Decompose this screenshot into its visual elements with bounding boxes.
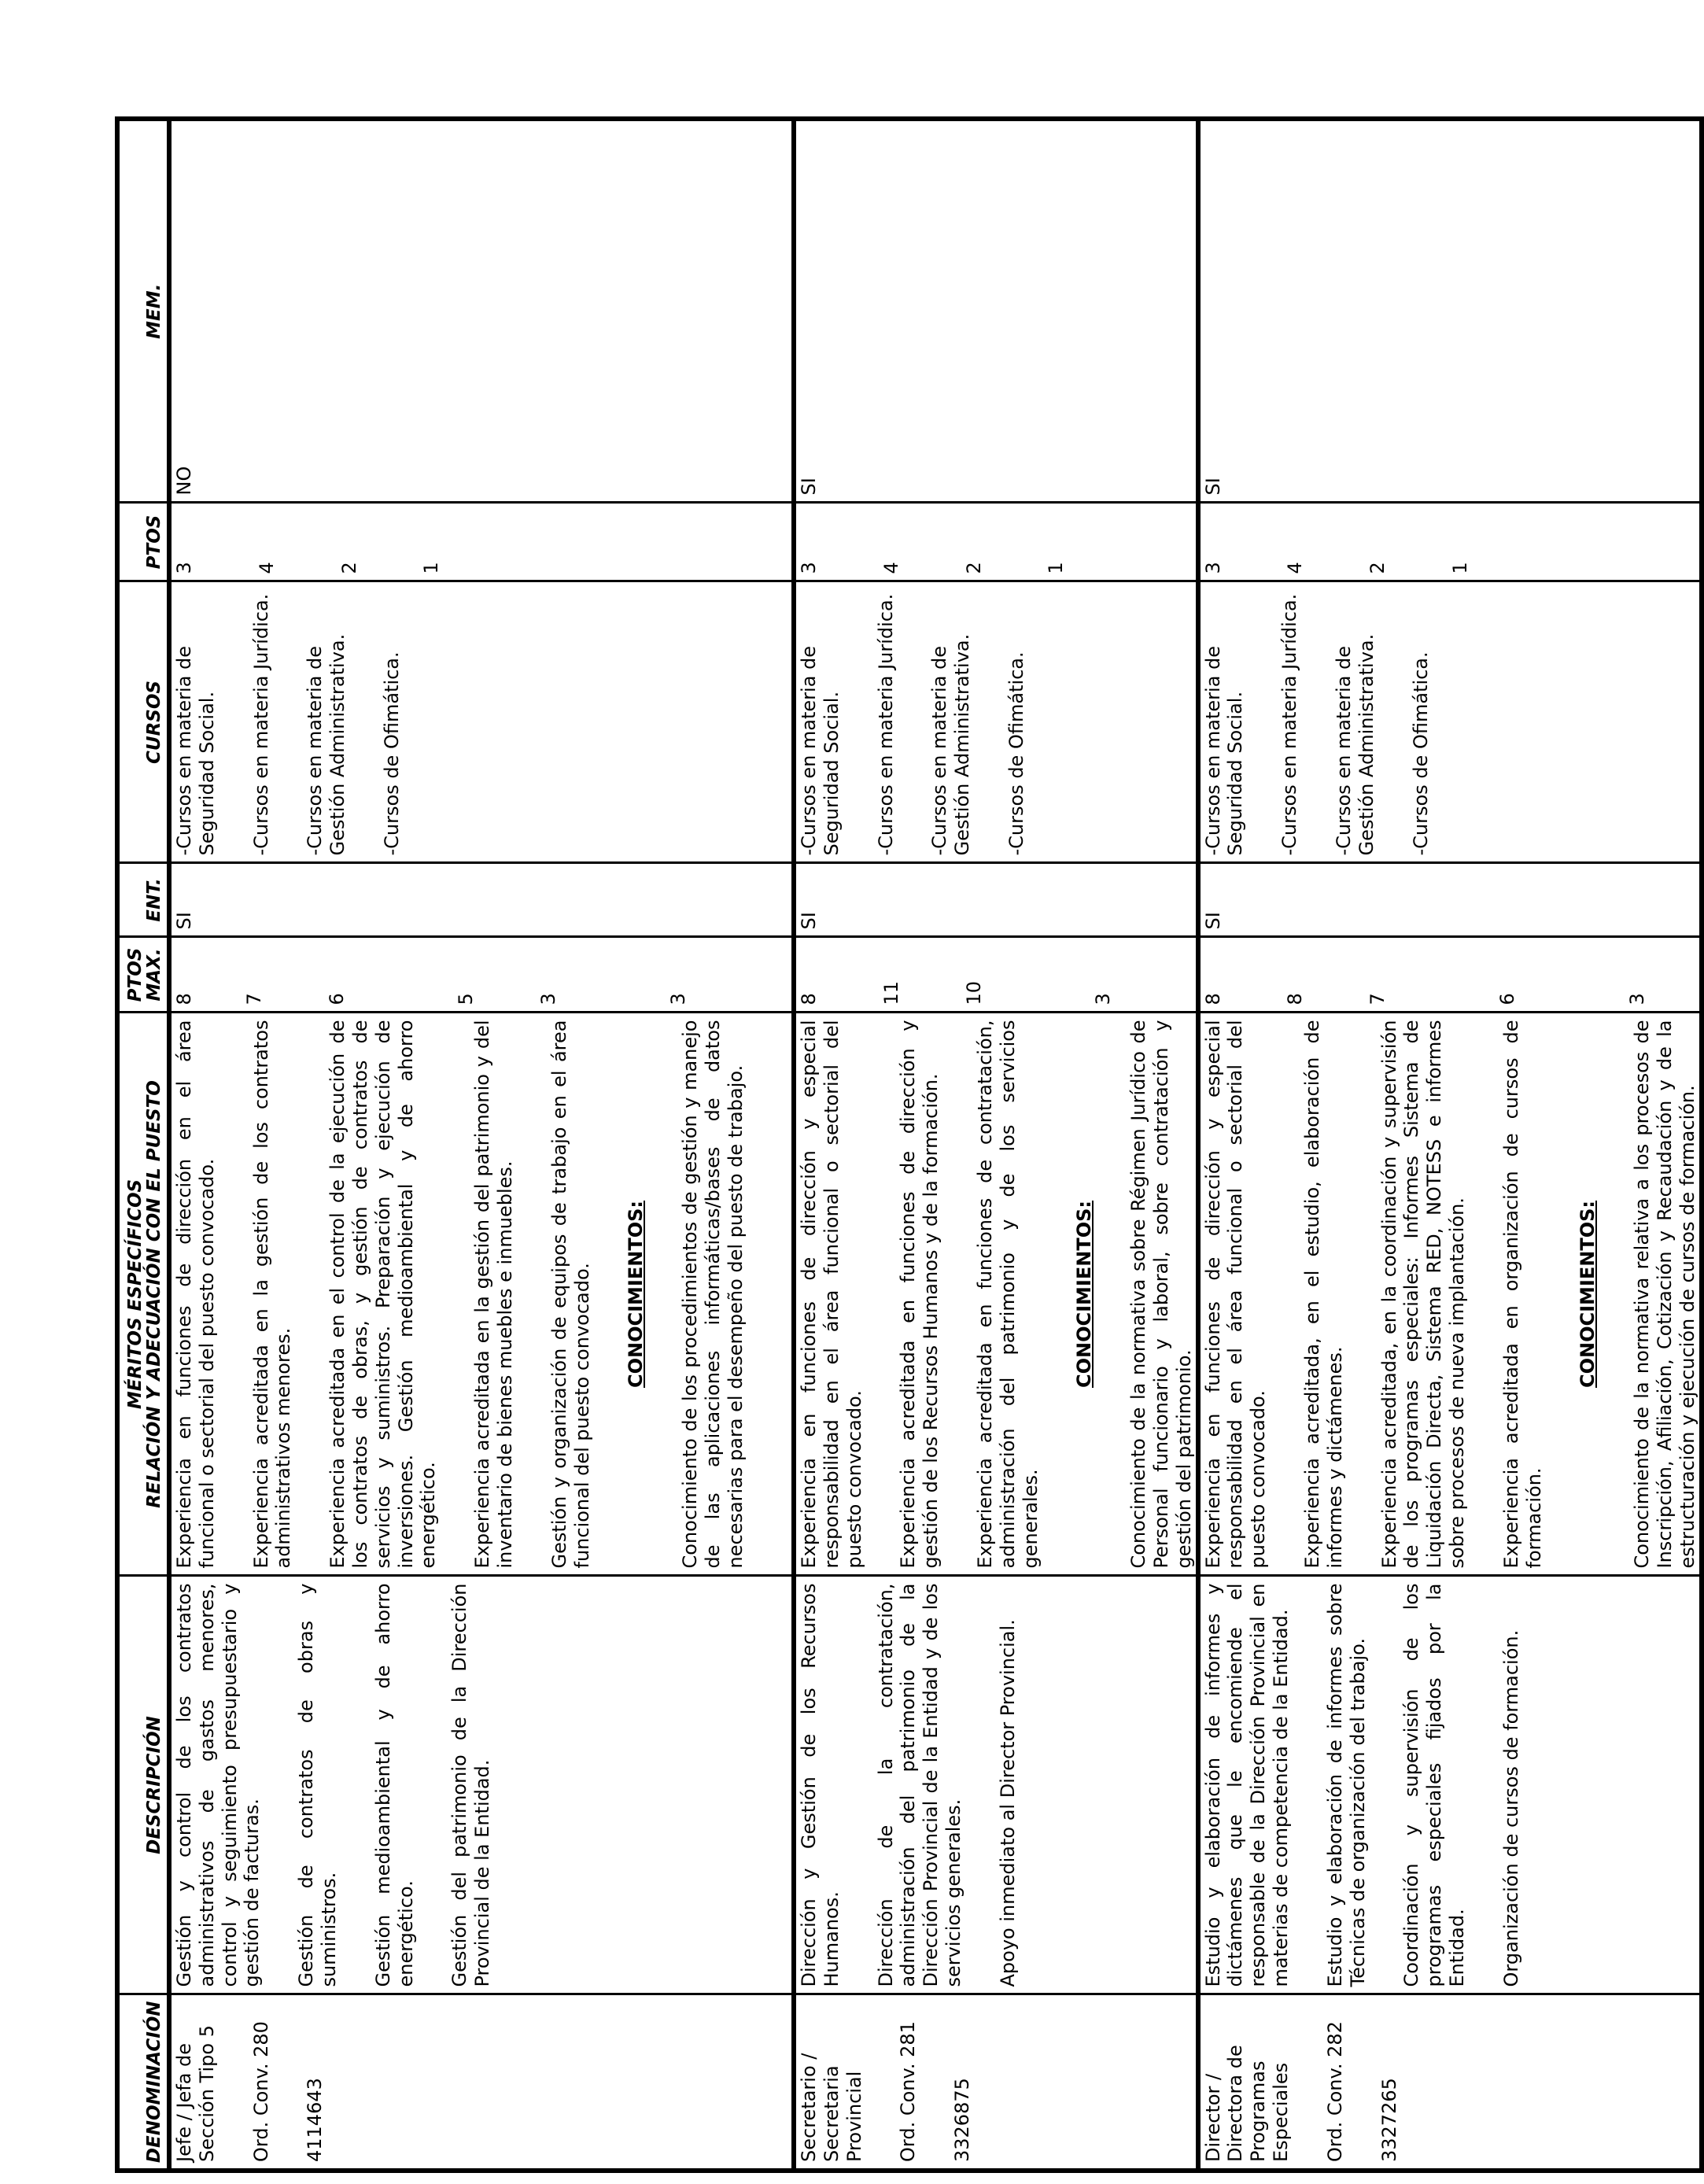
header-mem: MEM.	[117, 119, 169, 503]
ptos-max-value: 8	[173, 993, 195, 1005]
ptos-max-value: 8	[1201, 993, 1224, 1005]
codigo-puesto: 4114643	[304, 2078, 326, 2162]
ptos-cell	[1198, 503, 1702, 581]
merito-item: Experiencia acreditada en funciones de dirección y gestión de los Recursos Humanos y de la formación.	[897, 1020, 942, 1569]
merito-item: Gestión y organización de equipos de trabajo en el área funcional del puesto convocado.	[548, 1020, 593, 1569]
table-row	[169, 119, 794, 2171]
ptos-max-value: 8	[1284, 993, 1307, 1005]
merito-item: Experiencia acreditada en el control de la ejecución de los contratos de obras, y gestión de contratos de servicios y suministros. Preparación y ejecución de inversiones. Gestión medioambiental y de ahorro energético.	[326, 1020, 440, 1569]
curso-item: -Cursos de Ofimática.	[1409, 651, 1432, 856]
curso-item: -Cursos en materia de Seguridad Social.	[1201, 645, 1247, 856]
ptos-max-cell	[794, 937, 1198, 1013]
ptos-max-value: 6	[325, 993, 348, 1005]
ent-cell: SI	[1198, 863, 1702, 937]
denominacion: Director / Directora de Programas Especiales	[1201, 2045, 1292, 2162]
header-ptos-max	[117, 937, 169, 1013]
ptos-value: 1	[1448, 562, 1471, 574]
ptos-value: 3	[1201, 562, 1224, 574]
mem-cell: SI	[794, 119, 1198, 503]
header-meritos-line2: RELACIÓN Y ADECUACIÓN CON EL PUESTO	[143, 1080, 164, 1508]
ptos-max-value: 10	[962, 980, 985, 1005]
mem-cell: SI	[1198, 119, 1702, 503]
merito-item: Experiencia acreditada en la gestión de los contratos administrativos menores.	[249, 1020, 295, 1569]
descripcion-item: Gestión del patrimonio de la Dirección Provincial de la Entidad.	[448, 1583, 494, 1987]
ptos-max-value: 8	[798, 993, 820, 1005]
curso-item: -Cursos de Ofimática.	[380, 651, 403, 856]
denominacion-cell	[169, 1994, 794, 2171]
merito-item: Experiencia acreditada en la gestión del patrimonio y del inventario de bienes muebles e inmuebles.	[471, 1020, 516, 1569]
conocimiento-item: Conocimiento de los procedimientos de gestión y manejo de las aplicaciones informáticas/bases de datos necesarias para el desempeño del puesto de trabajo.	[679, 1020, 747, 1569]
merito-item: Experiencia acreditada en organización de cursos de formación.	[1499, 1020, 1545, 1569]
cursos-cell	[169, 581, 794, 863]
merito-item: Experiencia en funciones de dirección y especial responsabilidad en el área funcional o sectorial del puesto convocado.	[798, 1020, 865, 1569]
ptos-value: 2	[1367, 562, 1389, 574]
descripcion-item: Gestión medioambiental y de ahorro energético.	[371, 1583, 417, 1987]
header-denominacion: DENOMINACIÓN	[117, 1994, 169, 2171]
denominacion: Jefe / Jefa de Sección Tipo 5	[173, 2025, 218, 2162]
header-meritos-line1: MÉRITOS ESPECÍFICOS	[124, 1179, 146, 1410]
descripcion-item: Estudio y elaboración de informes y dictámenes que le encomiende el responsable de la Dirección Provincial en materias de competencia de la Entidad.	[1201, 1583, 1292, 1987]
merito-item: Experiencia acreditada, en el estudio, elaboración de informes y dictámenes.	[1300, 1020, 1346, 1569]
descripcion-item: Dirección y Gestión de los Recursos Humanos.	[798, 1583, 843, 1987]
curso-item: -Cursos en materia Jurídica.	[874, 593, 897, 856]
cursos-cell	[794, 581, 1198, 863]
ent-cell: SI	[169, 863, 794, 937]
codigo-puesto: 3327265	[1378, 2078, 1400, 2162]
merito-item: Experiencia acreditada en funciones de contratación, administración del patrimonio y de los servicios generales.	[973, 1020, 1042, 1569]
merito-item: Experiencia en funciones de dirección y especial responsabilidad en el área funcional o sectorial del puesto convocado.	[1201, 1020, 1270, 1569]
ent-cell: SI	[794, 863, 1198, 937]
header-row	[117, 119, 169, 2171]
header-descripcion: DESCRIPCIÓN	[117, 1576, 169, 1994]
codigo-puesto: 3326875	[951, 2078, 974, 2162]
orden-convocatoria: Ord. Conv. 282	[1323, 2021, 1346, 2162]
ptos-max-cell	[1198, 937, 1702, 1013]
descripcion-item: Gestión de contratos de obras y suministros.	[295, 1583, 340, 1987]
denominacion: Secretario / Secretaria Provincial	[798, 2053, 865, 2162]
header-ptos-max-line1: PTOS	[124, 947, 146, 1002]
header-ptos-max-line2: MAX.	[143, 948, 164, 1002]
ptos-value: 1	[420, 562, 443, 574]
descripcion-item: Dirección de la contratación, administración del patrimonio de la Dirección Provincial de la Entidad y de los servicios generales.	[874, 1583, 964, 1987]
mem-cell: NO	[169, 119, 794, 503]
ptos-value: 1	[1045, 562, 1068, 574]
ptos-value: 3	[173, 562, 195, 574]
denominacion-cell	[1198, 1994, 1702, 2171]
ptos-max-value: 3	[537, 993, 560, 1005]
document-page	[115, 121, 1698, 2173]
ptos-value: 2	[337, 562, 360, 574]
curso-item: -Cursos en materia Jurídica.	[1278, 593, 1301, 856]
ptos-value: 4	[880, 562, 902, 574]
ptos-max-value: 6	[1496, 993, 1518, 1005]
descripcion-item: Estudio y elaboración de informes sobre Técnicas de organización del trabajo.	[1323, 1583, 1369, 1987]
ptos-max-value: 3	[1625, 993, 1648, 1005]
table-row	[1198, 119, 1702, 2171]
ptos-max-value: 3	[666, 993, 689, 1005]
ptos-max-value: 7	[1367, 993, 1389, 1005]
descripcion-item: Gestión y control de los contratos administrativos de gastos menores, control y seguimiento presupuestario y gestión de facturas.	[173, 1583, 264, 1987]
ptos-cell	[169, 503, 794, 581]
cursos-cell	[1198, 581, 1702, 863]
descripcion-item: Coordinación y supervisión de los programas especiales fijados por la Entidad.	[1400, 1583, 1468, 1987]
merito-item: Experiencia en funciones de dirección en el área funcional o sectorial del puesto convocado.	[173, 1020, 218, 1569]
conocimientos-title: CONOCIMIENTOS:	[1073, 1201, 1096, 1388]
orden-convocatoria: Ord. Conv. 281	[897, 2021, 920, 2162]
curso-item: -Cursos en materia de Gestión Administrativa.	[928, 633, 974, 856]
descripcion-cell	[794, 1576, 1198, 1994]
ptos-cell	[794, 503, 1198, 581]
ptos-max-value: 11	[880, 980, 902, 1005]
ptos-max-cell	[169, 937, 794, 1013]
curso-item: -Cursos de Ofimática.	[1005, 651, 1027, 856]
conocimiento-item: Conocimiento de la normativa sobre Régimen Jurídico de Personal funcionario y laboral, sobre contratación y gestión del patrimonio.	[1127, 1020, 1195, 1569]
ptos-max-value: 3	[1092, 993, 1115, 1005]
header-cursos: CURSOS	[117, 581, 169, 863]
curso-item: -Cursos en materia de Seguridad Social.	[798, 645, 843, 856]
descripcion-cell	[169, 1576, 794, 1994]
orden-convocatoria: Ord. Conv. 280	[249, 2021, 272, 2162]
descripcion-cell	[1198, 1576, 1702, 1994]
meritos-cell	[169, 1013, 794, 1576]
curso-item: -Cursos en materia Jurídica.	[249, 593, 272, 856]
descripcion-item: Organización de cursos de formación.	[1499, 1629, 1522, 1987]
conocimientos-title: CONOCIMIENTOS:	[625, 1201, 647, 1388]
header-ent: ENT.	[117, 863, 169, 937]
ptos-value: 2	[962, 562, 985, 574]
ptos-max-value: 5	[455, 993, 478, 1005]
ptos-value: 4	[1284, 562, 1307, 574]
table-row	[794, 119, 1198, 2171]
descripcion-item: Apoyo inmediato al Director Provincial.	[996, 1619, 1019, 1987]
meritos-cell	[1198, 1013, 1702, 1576]
conocimiento-item: Conocimiento de la normativa relativa a los procesos de Inscripción, Afiliación, Cotización y Recaudación y de la estructuración y ejecución de cursos de formación.	[1631, 1020, 1698, 1569]
denominacion-cell	[794, 1994, 1198, 2171]
conocimientos-title: CONOCIMIENTOS:	[1577, 1201, 1599, 1388]
ptos-value: 4	[255, 562, 278, 574]
header-ptos: PTOS	[117, 503, 169, 581]
meritos-cell	[794, 1013, 1198, 1576]
ptos-max-value: 7	[242, 993, 265, 1005]
curso-item: -Cursos en materia de Seguridad Social.	[173, 645, 218, 856]
merito-item: Experiencia acreditada, en la coordinación y supervisión de los programas especiales: Informes Sistema de Liquidación Directa, Sistema RED, NOTESS e informes sobre procesos de nueva implantación.	[1378, 1020, 1468, 1569]
meritos-table	[115, 116, 1704, 2173]
curso-item: -Cursos en materia de Gestión Administrativa.	[1332, 633, 1378, 856]
curso-item: -Cursos en materia de Gestión Administrativa.	[304, 633, 349, 856]
ptos-value: 3	[798, 562, 820, 574]
header-meritos	[117, 1013, 169, 1576]
